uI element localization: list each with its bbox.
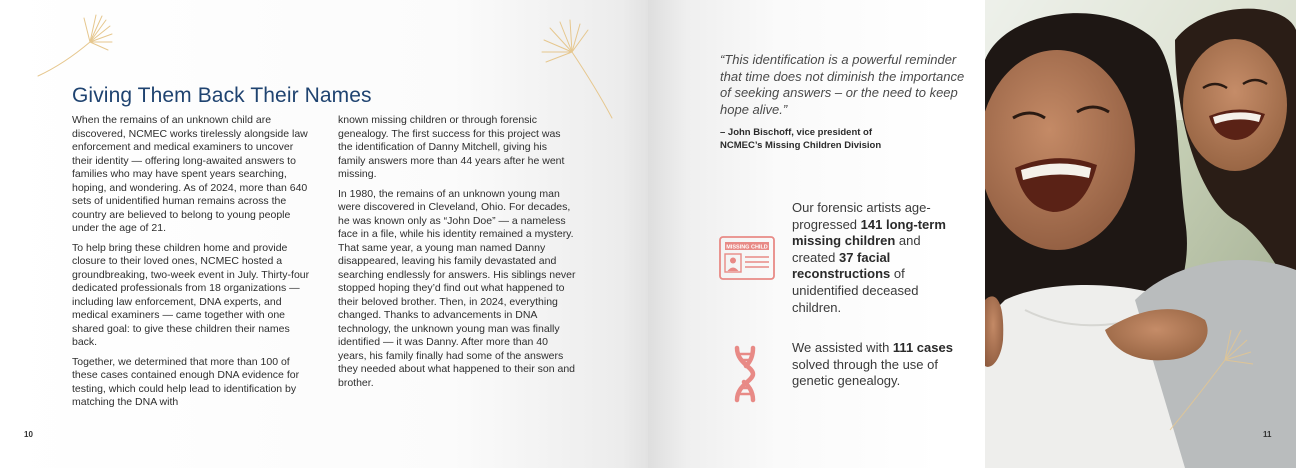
card-icon-label: MISSING CHILD <box>726 244 768 251</box>
body-column-2 <box>338 114 576 396</box>
page-title: Giving Them Back Their Names <box>72 84 372 107</box>
stat-text: and created <box>792 233 921 265</box>
attribution-line: – John Bischoff, vice president of <box>720 127 873 138</box>
paragraph: In 1980, the remains of an unknown young man were discovered in Cleveland, Ohio. For decades, he was known only as “John Doe” — a nameless face in a file, while his identity remained a mystery. That same year, a young man named Danny disappeared, leaving his family devastated and searching endlessly for answers. His siblings never stopped hoping they’d find out what happened to their beloved brother. Then, in 2024, everything changed. Thanks to advancements in DNA technology, the unknown young man was finally identified — it was Danny. After more than 40 years, his family finally had some of the answers they needed about what happened to their son and brother. <box>338 187 576 389</box>
stat-forensic-artists <box>792 200 962 316</box>
stat-text: We assisted with <box>792 340 893 355</box>
paragraph: known missing children or through forensic genealogy. The first success for this project was the identification of Danny Mitchell, giving his family answers more than 44 years after he went missing. <box>338 114 565 180</box>
page-number: 10 <box>24 430 33 439</box>
stat-text: solved through the use of genetic genealogy. <box>792 356 938 389</box>
dandelion-seed-icon <box>34 12 114 82</box>
dandelion-seed-icon <box>536 18 616 122</box>
attribution-line: NCMEC’s Missing Children Division <box>720 140 882 151</box>
body-column-1 <box>72 114 312 416</box>
paragraph: Together, we determined that more than 100 of these cases contained enough DNA evidence for testing, which could help lead to identification by matching the DNA with <box>72 355 300 408</box>
stat-text: of unidentified deceased children. <box>792 266 919 315</box>
pull-quote: “This identification is a powerful reminder that time does not diminish the importance of seeking answers – or the need to keep hope alive.” <box>720 52 965 117</box>
stat-highlight: 37 facial reconstructions <box>792 249 891 282</box>
stat-text: Our forensic artists age-progressed <box>792 200 931 232</box>
family-photo <box>985 0 1296 468</box>
stat-highlight: 111 cases <box>892 340 953 355</box>
page-number: 11 <box>1263 430 1272 439</box>
stat-genetic-genealogy <box>792 340 962 390</box>
paragraph: To help bring these children home and provide closure to their loved ones, NCMEC hosted a groundbreaking, two-week event in July. Thirty-four dedicated professionals from 18 organizations — including law enforcement, DNA experts, and medical examiners — came together with one shared goal: to give these children their names back. <box>72 241 310 348</box>
quote-attribution <box>720 126 940 152</box>
paragraph: When the remains of an unknown child are discovered, NCMEC works tirelessly alongside law enforcement and medical examiners to uncover their identity — offering long-awaited answers to families who may have spent years searching, hoping, and wondering. As of 2024, more than 640 sets of unidentified human remains across the country are believed to belong to young people under the age of 21. <box>72 114 308 234</box>
stat-highlight: 141 long-term missing children <box>792 216 946 249</box>
missing-child-card-icon <box>719 236 775 285</box>
dna-icon <box>731 345 759 408</box>
